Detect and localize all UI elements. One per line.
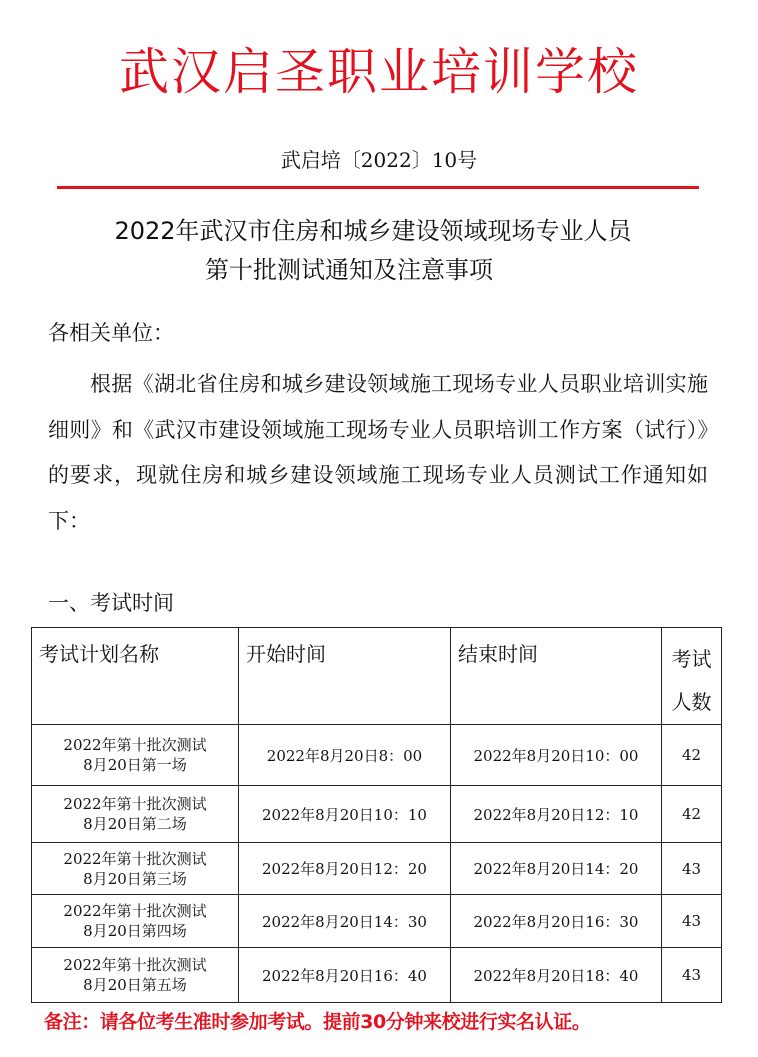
plan-name-line-2: 8月20日第三场 — [83, 869, 187, 888]
plan-name-line-1: 2022年第十批次测试 — [63, 849, 207, 868]
end-time-cell: 2022年8月20日18：40 — [451, 948, 662, 1003]
header-plan-name: 考试计划名称 — [32, 628, 239, 725]
plan-name-cell — [32, 895, 239, 948]
table-row — [32, 948, 722, 1003]
end-time-cell: 2022年8月20日10：00 — [451, 725, 662, 786]
plan-name-line-1: 2022年第十批次测试 — [63, 902, 207, 920]
remark-note: 备注：请各位考生准时参加考试。提前30分钟来校进行实名认证。 — [44, 1011, 591, 1033]
plan-name-line-2: 8月20日第五场 — [83, 976, 187, 994]
plan-name-line-1: 2022年第十批次测试 — [63, 956, 207, 974]
start-time-cell: 2022年8月20日10：10 — [239, 786, 451, 843]
document-title-line-1: 2022年武汉市住房和城乡建设领域现场专业人员 — [114, 217, 632, 245]
exam-schedule-table — [31, 627, 722, 1003]
salutation: 各相关单位： — [48, 321, 174, 345]
start-time-cell: 2022年8月20日12：20 — [239, 843, 451, 895]
organization-name: 武汉启圣职业培训学校 — [119, 43, 639, 101]
plan-name-line-2: 8月20日第一场 — [83, 756, 187, 774]
count-cell: 42 — [662, 786, 722, 843]
plan-name-cell — [32, 786, 239, 843]
body-paragraph: 根据《湖北省住房和城乡建设领域施工现场专业人员职业培训实施细则》和《武汉市建设领域施工现场专业人员职培训工作方案（试行）》的要求，现就住房和城乡建设领域施工现场专业人员测试工作通知如下： — [48, 372, 708, 533]
start-time-cell: 2022年8月20日14：30 — [239, 895, 451, 948]
end-time-cell: 2022年8月20日14：20 — [451, 843, 662, 895]
count-cell: 42 — [662, 725, 722, 786]
end-time-cell: 2022年8月20日16：30 — [451, 895, 662, 948]
table-row — [32, 786, 722, 843]
table-row — [32, 843, 722, 895]
table-row — [32, 895, 722, 948]
plan-name-line-2: 8月20日第四场 — [83, 922, 187, 940]
plan-name-cell — [32, 843, 239, 895]
document-title-line-2: 第十批测试通知及注意事项 — [205, 256, 493, 284]
start-time-cell: 2022年8月20日8：00 — [239, 725, 451, 786]
document-number: 武启培〔2022〕10号 — [280, 148, 478, 172]
table-header-row — [32, 628, 722, 725]
section-heading: 一、考试时间 — [48, 591, 174, 615]
count-cell: 43 — [662, 843, 722, 895]
plan-name-line-1: 2022年第十批次测试 — [63, 736, 207, 754]
header-exam-count: 考试人数 — [662, 628, 722, 725]
header-end-time: 结束时间 — [451, 628, 662, 725]
header-start-time: 开始时间 — [239, 628, 451, 725]
plan-name-cell — [32, 725, 239, 786]
count-cell: 43 — [662, 948, 722, 1003]
end-time-cell: 2022年8月20日12：10 — [451, 786, 662, 843]
count-cell: 43 — [662, 895, 722, 948]
plan-name-line-1: 2022年第十批次测试 — [63, 795, 207, 813]
header-divider — [57, 186, 699, 189]
start-time-cell: 2022年8月20日16：40 — [239, 948, 451, 1003]
plan-name-line-2: 8月20日第二场 — [83, 815, 187, 833]
table-row — [32, 725, 722, 786]
plan-name-cell — [32, 948, 239, 1003]
